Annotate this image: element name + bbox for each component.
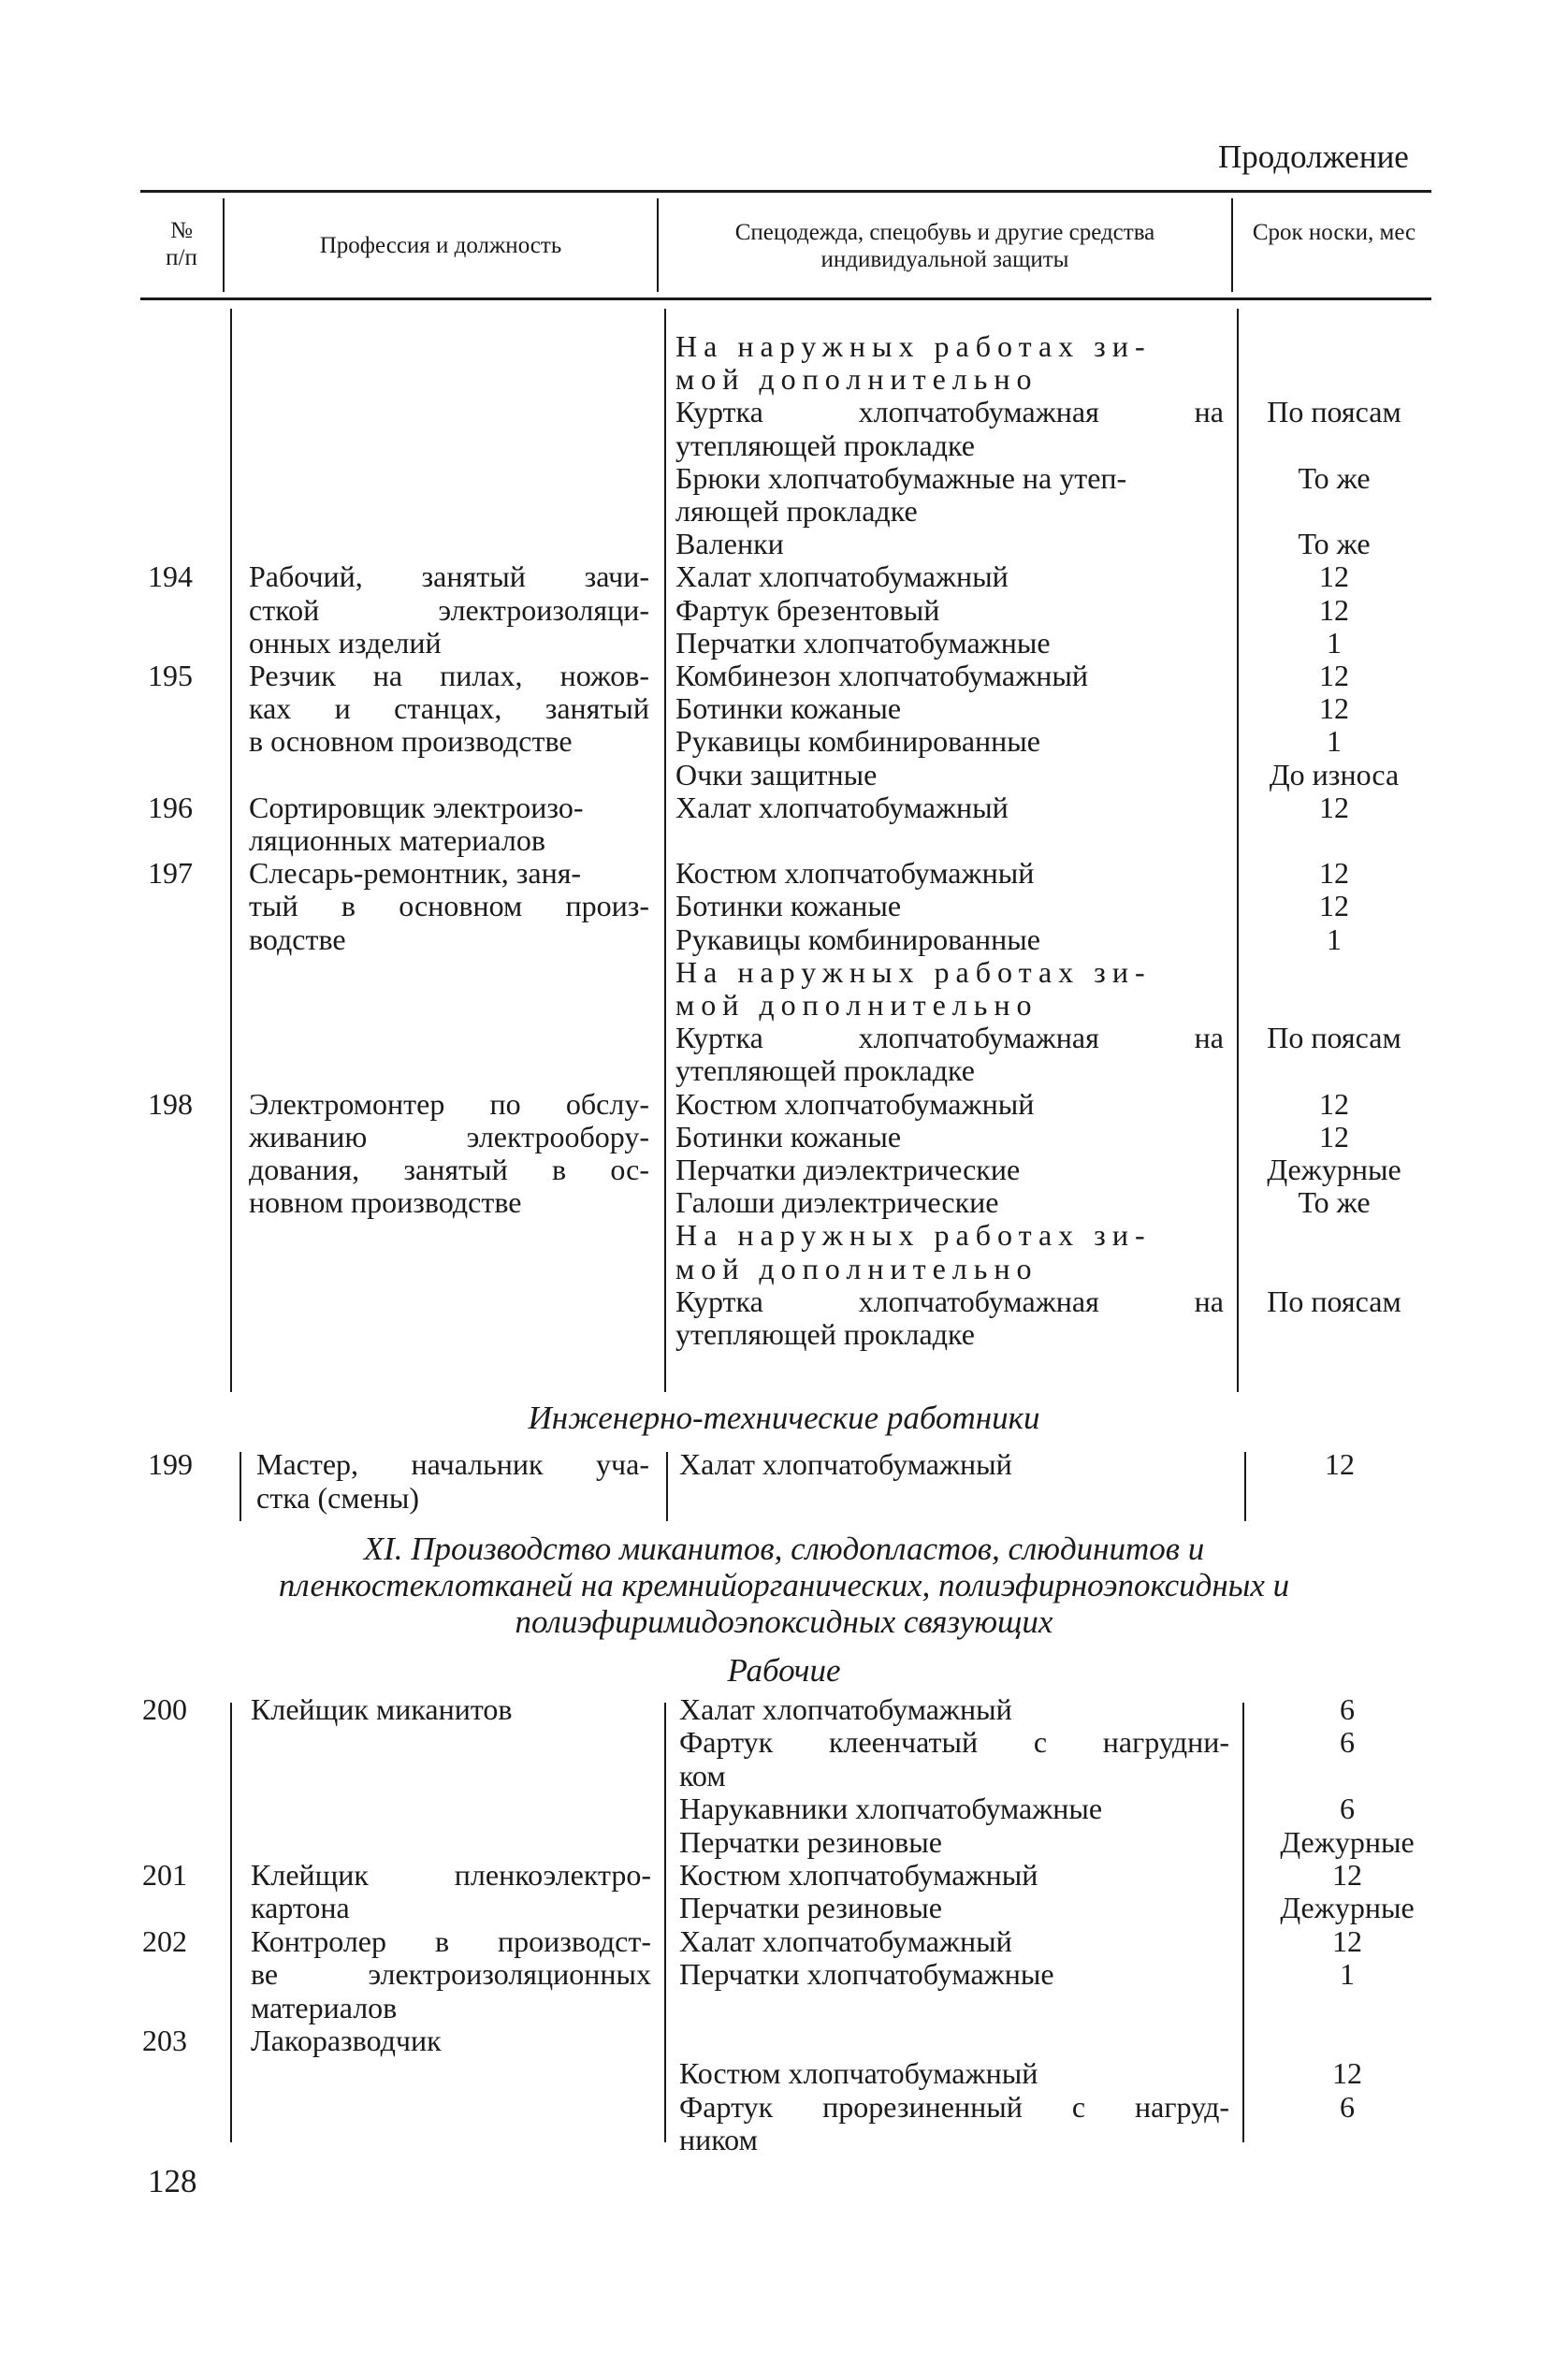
wear-term: 12 bbox=[1332, 1923, 1362, 1958]
profession-cell: Слесарь-ремонтник, заня- bbox=[249, 856, 582, 891]
gear-item: мой дополнительно bbox=[675, 362, 1038, 397]
wear-term: 6 bbox=[1340, 1725, 1355, 1760]
profession-cell: ве электроизоляционных bbox=[251, 1957, 651, 1992]
profession-cell: стка (смены) bbox=[256, 1481, 420, 1515]
gear-item: ляющей прокладке bbox=[675, 494, 918, 528]
section-xi-subtitle: Рабочие bbox=[727, 1652, 841, 1689]
profession-cell: сткой электроизоляци- bbox=[249, 592, 649, 627]
wear-term: 6 bbox=[1340, 2089, 1355, 2124]
gear-item: Халат хлопчатобумажный bbox=[675, 790, 1009, 824]
wear-term: 12 bbox=[1319, 856, 1349, 891]
profession-cell: Клейщик миканитов bbox=[251, 1692, 513, 1726]
xi-divider-3 bbox=[1242, 1703, 1244, 2142]
gear-item: Куртка хлопчатобумажная на bbox=[675, 1284, 1224, 1318]
gear-item: Ботинки кожаные bbox=[675, 889, 902, 923]
profession-cell: дования, занятый в ос- bbox=[249, 1153, 649, 1186]
block1-divider-1 bbox=[230, 309, 232, 1392]
row-number: 203 bbox=[142, 2024, 187, 2057]
gear-item: На наружных работах зи- bbox=[675, 1218, 1152, 1253]
gear-item: Перчатки резиновые bbox=[679, 1824, 942, 1859]
gear-item: Костюм хлопчатобумажный bbox=[679, 1858, 1038, 1892]
xi-divider-1 bbox=[230, 1703, 232, 2142]
wear-term: 12 bbox=[1332, 2056, 1362, 2091]
profession-cell: живанию электрообору- bbox=[249, 1119, 649, 1153]
wear-term: 12 bbox=[1319, 659, 1349, 692]
wear-term: 12 bbox=[1319, 592, 1349, 627]
gear-item: Рукавицы комбинированные bbox=[675, 724, 1040, 759]
gear-item: Перчатки хлопчатобумажные bbox=[679, 1957, 1054, 1992]
wear-term: То же bbox=[1298, 527, 1371, 561]
wear-term: Дежурные bbox=[1267, 1153, 1401, 1186]
row-number: 196 bbox=[148, 790, 193, 824]
header-top-rule bbox=[140, 190, 1431, 193]
gear-item: Нарукавники хлопчатобумажные bbox=[679, 1792, 1103, 1826]
gear-item: Перчатки диэлектрические bbox=[675, 1153, 1021, 1186]
gear-item: Очки защитные bbox=[675, 757, 878, 791]
gear-item: Куртка хлопчатобумажная на bbox=[675, 395, 1224, 429]
itr-divider-2 bbox=[666, 1452, 668, 1521]
gear-item: утепляющей прокладке bbox=[675, 428, 975, 462]
wear-term: По поясам bbox=[1267, 1021, 1401, 1055]
row-number: 201 bbox=[142, 1858, 187, 1892]
row-number: 198 bbox=[148, 1086, 193, 1121]
gear-item: утепляющей прокладке bbox=[675, 1053, 975, 1088]
wear-term: Дежурные bbox=[1280, 1824, 1415, 1859]
gear-item: Валенки bbox=[675, 527, 784, 561]
header-num: № п/п bbox=[166, 218, 197, 270]
profession-cell: Сортировщик электроизо- bbox=[249, 790, 584, 824]
profession-cell: Рабочий, занятый зачи- bbox=[249, 559, 649, 594]
profession-cell: ках и станцах, занятый bbox=[249, 691, 649, 726]
wear-term: По поясам bbox=[1267, 395, 1401, 429]
wear-term: Дежурные bbox=[1280, 1891, 1415, 1925]
row-number: 200 bbox=[142, 1692, 187, 1726]
profession-cell: тый в основном произ- bbox=[249, 889, 649, 923]
profession-cell: материалов bbox=[251, 1990, 398, 2024]
gear-item: Фартук прорезиненный с нагруд- bbox=[679, 2089, 1229, 2124]
gear-item: Брюки хлопчатобумажные на утеп- bbox=[675, 460, 1127, 495]
profession-cell: картона bbox=[251, 1891, 350, 1925]
wear-term: 12 bbox=[1319, 559, 1349, 594]
block1-divider-2 bbox=[664, 309, 666, 1392]
wear-term: До износа bbox=[1269, 757, 1400, 791]
section-xi-title bbox=[0, 1531, 1568, 1640]
profession-cell: Резчик на пилах, ножов- bbox=[249, 659, 649, 692]
page-number: 128 bbox=[148, 2163, 197, 2199]
wear-term: 6 bbox=[1340, 1692, 1355, 1726]
wear-term: 12 bbox=[1332, 1858, 1362, 1892]
gear-item: Костюм хлопчатобумажный bbox=[679, 2056, 1038, 2091]
section-xi-title-line-1: XI. Производство миканитов, слюдопластов, слюдинитов и bbox=[363, 1531, 1205, 1567]
wear-term: 12 bbox=[1319, 1119, 1349, 1153]
gear-item: Фартук брезентовый bbox=[675, 592, 940, 627]
gear-item: Костюм хлопчатобумажный bbox=[675, 856, 1035, 891]
gear-item: утепляющей прокладке bbox=[675, 1317, 975, 1351]
gear-item: Халат хлопчатобумажный bbox=[679, 1923, 1012, 1958]
gear-item: Куртка хлопчатобумажная на bbox=[675, 1021, 1224, 1055]
gear-item: Фартук клеенчатый с нагрудни- bbox=[679, 1725, 1229, 1760]
gear-item: На наружных работах зи- bbox=[675, 954, 1152, 989]
gear-item: Халат хлопчатобумажный bbox=[679, 1692, 1012, 1726]
gear-item: ком bbox=[679, 1758, 726, 1792]
gear-item: мой дополнительно bbox=[675, 988, 1038, 1022]
header-divider-3 bbox=[1231, 198, 1233, 292]
wear-term: По поясам bbox=[1267, 1284, 1401, 1318]
row-number: 197 bbox=[148, 856, 193, 891]
wear-term: 12 bbox=[1325, 1447, 1355, 1481]
wear-term: 1 bbox=[1327, 724, 1342, 759]
header-profession: Профессия и должность bbox=[319, 233, 562, 258]
wear-term: 1 bbox=[1327, 921, 1342, 956]
wear-term: То же bbox=[1298, 1185, 1371, 1220]
gear-item: Ботинки кожаные bbox=[675, 691, 902, 726]
block1-divider-3 bbox=[1237, 309, 1239, 1392]
gear-item: ником bbox=[679, 2123, 758, 2157]
wear-term: То же bbox=[1298, 460, 1371, 495]
row-number: 195 bbox=[148, 659, 193, 692]
profession-cell: онных изделий bbox=[249, 625, 442, 660]
gear-item: Рукавицы комбинированные bbox=[675, 921, 1040, 956]
gear-item: На наружных работах зи- bbox=[675, 329, 1152, 363]
gear-item: Галоши диэлектрические bbox=[675, 1185, 999, 1220]
gear-item: Ботинки кожаные bbox=[675, 1119, 902, 1153]
wear-term: 1 bbox=[1327, 625, 1342, 660]
section-itr-caption: Инженерно-технические работники bbox=[528, 1400, 1040, 1436]
profession-cell: новном производстве bbox=[249, 1185, 522, 1220]
wear-term: 12 bbox=[1319, 790, 1349, 824]
wear-term: 12 bbox=[1319, 691, 1349, 726]
gear-item: мой дополнительно bbox=[675, 1251, 1038, 1285]
gear-item: Халат хлопчатобумажный bbox=[679, 1447, 1012, 1481]
profession-cell: водстве bbox=[249, 921, 346, 956]
continuation-label: Продолжение bbox=[1218, 138, 1409, 175]
header-gear: Спецодежда, спецобувь и другие средства индивидуальной защиты bbox=[734, 220, 1155, 272]
profession-cell: Лакоразводчик bbox=[251, 2024, 442, 2057]
row-number: 194 bbox=[148, 559, 193, 594]
wear-term: 12 bbox=[1319, 1086, 1349, 1121]
gear-item: Перчатки хлопчатобумажные bbox=[675, 625, 1051, 660]
gear-item: Комбинезон хлопчатобумажный bbox=[675, 659, 1088, 692]
section-xi-title-line-2: пленкостеклотканей на кремнийорганических, полиэфирноэпоксидных и bbox=[278, 1567, 1290, 1603]
wear-term: 12 bbox=[1319, 889, 1349, 923]
wear-term: 1 bbox=[1340, 1957, 1355, 1992]
profession-cell: Электромонтер по обслу- bbox=[249, 1086, 649, 1121]
section-xi-title-line-3: полиэфиримидоэпоксидных связующих bbox=[515, 1603, 1053, 1640]
profession-cell: Контролер в производст- bbox=[251, 1923, 651, 1958]
gear-item: Перчатки резиновые bbox=[679, 1891, 942, 1925]
gear-item: Халат хлопчатобумажный bbox=[675, 559, 1009, 594]
xi-divider-2 bbox=[664, 1703, 666, 2142]
gear-item: Костюм хлопчатобумажный bbox=[675, 1086, 1035, 1121]
profession-cell: в основном производстве bbox=[249, 724, 573, 759]
itr-divider-1 bbox=[240, 1452, 241, 1521]
wear-term: 6 bbox=[1340, 1792, 1355, 1826]
profession-cell: Клейщик пленкоэлектро- bbox=[251, 1858, 651, 1892]
row-number: 199 bbox=[148, 1447, 193, 1481]
header-bottom-rule bbox=[140, 297, 1431, 300]
profession-cell: Мастер, начальник уча- bbox=[256, 1447, 649, 1481]
header-term: Срок носки, мес bbox=[1252, 220, 1416, 245]
row-number: 202 bbox=[142, 1923, 187, 1958]
header-divider-2 bbox=[657, 198, 659, 292]
profession-cell: ляционных материалов bbox=[249, 823, 545, 857]
